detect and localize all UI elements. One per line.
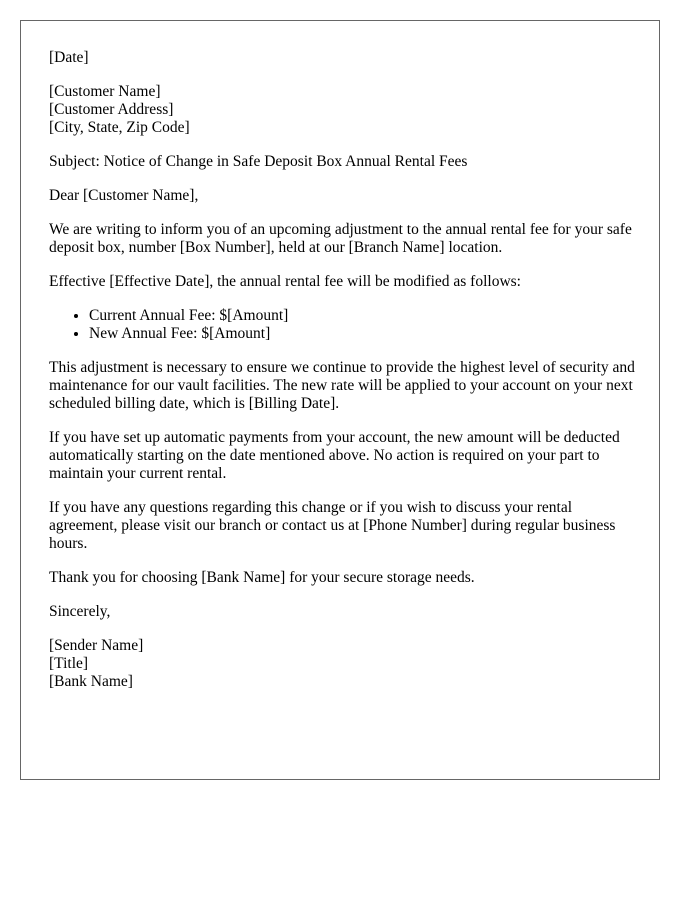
letter-closing: Sincerely, [49,603,111,620]
letter-body [49,49,635,707]
recipient-city-state-zip: [City, State, Zip Code] [49,119,190,136]
letter-greeting: Dear [Customer Name], [49,187,199,204]
fee-item-current: • Current Annual Fee: $[Amount] [89,307,635,325]
paragraph-thank-you: Thank you for choosing [Bank Name] for your secure storage needs. [49,569,475,586]
paragraph-questions: If you have any questions regarding this change or if you wish to discuss your rental agreement, please visit our branch or contact us at [Phone Number] during regular business hours. [49,499,616,552]
letter-subject: Subject: Notice of Change in Safe Deposit Box Annual Rental Fees [49,153,468,170]
recipient-street-address: [Customer Address] [49,101,174,118]
sender-name: [Sender Name] [49,637,144,654]
sender-bank-name: [Bank Name] [49,673,133,690]
fee-list [49,307,635,343]
paragraph-effective-date: Effective [Effective Date], the annual rental fee will be modified as follows: [49,273,521,290]
fee-item-new: • New Annual Fee: $[Amount] [89,325,635,343]
paragraph-fee-adjustment: We are writing to inform you of an upcoming adjustment to the annual rental fee for your safe deposit box, number [Box Number], held at our [Branch Name] location. [49,221,632,256]
letter-page [20,20,660,780]
sender-title: [Title] [49,655,89,672]
recipient-name: [Customer Name] [49,83,161,100]
letter-date: [Date] [49,49,89,66]
paragraph-reason: This adjustment is necessary to ensure we continue to provide the highest level of security and maintenance for our vault facilities. The new rate will be applied to your account on your next scheduled billing date, which is [Billing Date]. [49,359,635,412]
recipient-address [49,83,635,137]
sender-signature-block [49,637,635,691]
paragraph-automatic-payments: If you have set up automatic payments from your account, the new amount will be deducted automatically starting on the date mentioned above. No action is required on your part to maintain your current rental. [49,429,620,482]
